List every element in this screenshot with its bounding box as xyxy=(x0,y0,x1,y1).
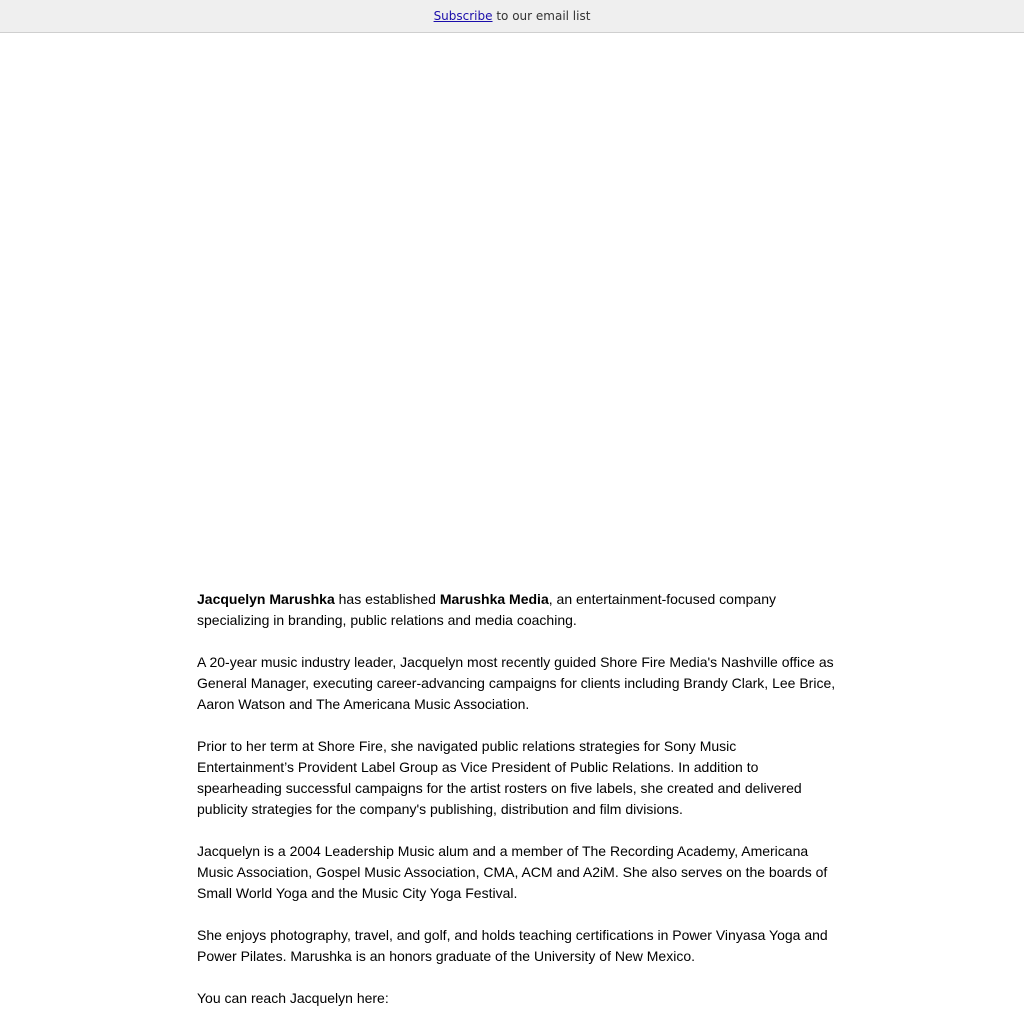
bio-paragraph-memberships: Jacquelyn is a 2004 Leadership Music alum and a member of The Recording Academy, Americana Music Association, Gospel Music Association, CMA, ACM and A2iM. She also serves on the boards of Small World Yoga and the Music City Yoga Festival. xyxy=(197,843,828,901)
bio-intro-tail: , an entertainment-focused company specializing in branding, public relations and media coaching. xyxy=(197,591,776,628)
bio-paragraph-personal: She enjoys photography, travel, and golf, and holds teaching certifications in Power Vinyasa Yoga and Power Pilates. Marushka is an honors graduate of the University of New Mexico. xyxy=(197,927,828,964)
bio-paragraph-career: A 20-year music industry leader, Jacquelyn most recently guided Shore Fire Media's Nashville office as General Manager, executing career-advancing campaigns for clients including Brandy Clark, Lee Brice, Aaron Watson and The Americana Music Association. xyxy=(197,654,836,712)
bio-paragraph-sony: Prior to her term at Shore Fire, she navigated public relations strategies for Sony Music Entertainment’s Provident Label Group as Vice President of Public Relations. In addition to spearheading successful campaigns for the artist rosters on five labels, she created and delivered publicity strategies for the company's publishing, distribution and film divisions. xyxy=(197,738,802,817)
subscribe-link[interactable]: Subscribe xyxy=(433,9,493,23)
bio-company-name: Marushka Media xyxy=(439,591,549,607)
bio-intro-mid: has established xyxy=(334,591,440,607)
hero-image-area xyxy=(0,34,1024,582)
subscribe-banner xyxy=(0,0,1024,33)
subscribe-banner-text: to our email list xyxy=(492,9,591,23)
bio-paragraph-intro xyxy=(197,589,837,631)
bio-paragraph-contact: You can reach Jacquelyn here: xyxy=(197,990,389,1006)
bio-content xyxy=(197,589,837,1030)
bio-person-name: Jacquelyn Marushka xyxy=(197,591,335,607)
